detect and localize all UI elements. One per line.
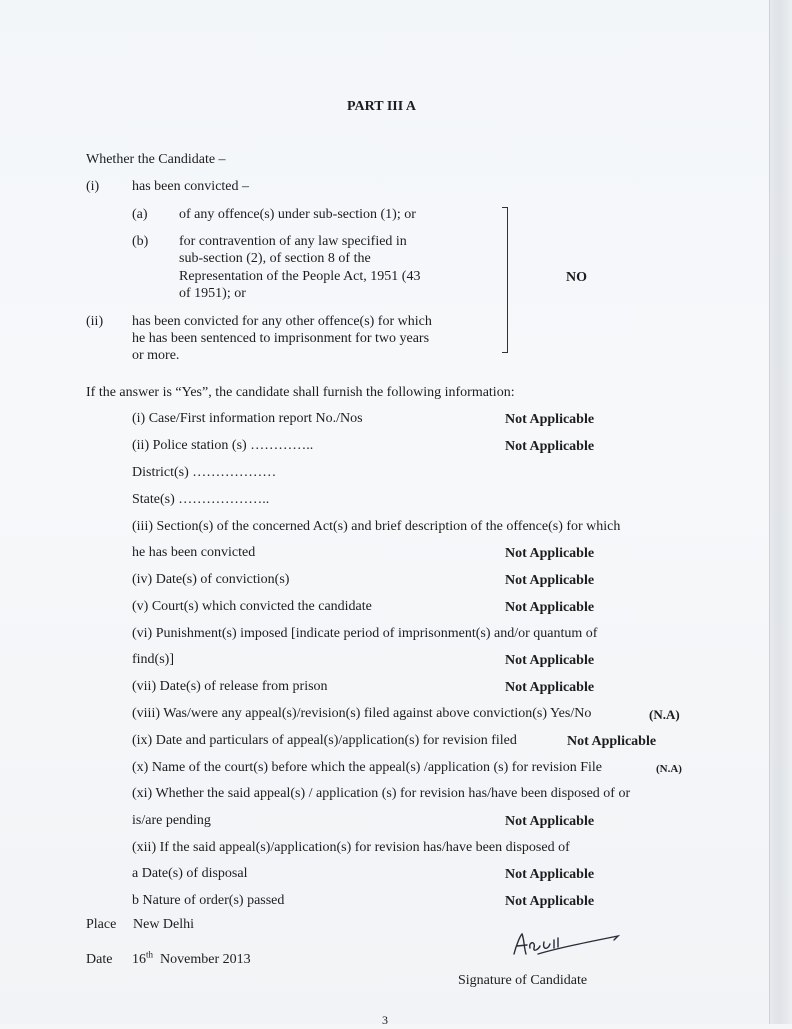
value-police-station: Not Applicable bbox=[505, 439, 595, 454]
field-state: State(s) ……………….. bbox=[132, 492, 270, 507]
value-sections: Not Applicable bbox=[505, 546, 595, 561]
field-disposed: (xii) If the said appeal(s)/application(s) for revision has/have been disposed of bbox=[132, 840, 570, 855]
field-order-nature: b Nature of order(s) passed bbox=[132, 893, 285, 908]
item-ii-line: has been convicted for any other offence(s) for which bbox=[132, 314, 432, 329]
item-i-number: (i) bbox=[86, 179, 100, 194]
value-disposal-date: Not Applicable bbox=[505, 867, 595, 882]
item-b-line: of 1951); or bbox=[179, 286, 246, 301]
item-a-number: (a) bbox=[132, 207, 148, 222]
page-edge bbox=[769, 0, 792, 1024]
date-suffix: th bbox=[146, 949, 154, 960]
date-month-year: November 2013 bbox=[160, 952, 251, 967]
answer-bracket bbox=[500, 207, 508, 353]
item-a-text: of any offence(s) under sub-section (1); or bbox=[179, 207, 416, 222]
item-b-number: (b) bbox=[132, 234, 149, 249]
field-punishment-line2: find(s)] bbox=[132, 652, 174, 667]
intro-text: Whether the Candidate – bbox=[86, 152, 226, 167]
field-appeal-status-line2: is/are pending bbox=[132, 813, 211, 828]
page-number: 3 bbox=[382, 1013, 388, 1027]
item-ii-line: or more. bbox=[132, 348, 180, 363]
date-day: 16 bbox=[132, 952, 146, 967]
place-label: Place bbox=[86, 917, 117, 932]
item-b-line: sub-section (2), of section 8 of the bbox=[179, 251, 371, 266]
field-appeal-status-line1: (xi) Whether the said appeal(s) / application (s) for revision has/have been disposed of or bbox=[132, 786, 631, 801]
value-release-date: Not Applicable bbox=[505, 680, 595, 695]
field-court: (v) Court(s) which convicted the candidate bbox=[132, 599, 372, 614]
place-value: New Delhi bbox=[133, 917, 195, 932]
value-order-nature: Not Applicable bbox=[505, 894, 595, 909]
value-punishment: Not Applicable bbox=[505, 653, 595, 668]
item-i-text: has been convicted – bbox=[132, 179, 250, 194]
field-sections-line1: (iii) Section(s) of the concerned Act(s) and brief description of the offence(s) for which bbox=[132, 519, 621, 534]
value-case-fir: Not Applicable bbox=[505, 412, 595, 427]
field-punishment-line1: (vi) Punishment(s) imposed [indicate period of imprisonment(s) and/or quantum of bbox=[132, 626, 598, 641]
field-release-date: (vii) Date(s) of release from prison bbox=[132, 679, 328, 694]
value-appeal-court: (N.A) bbox=[656, 763, 682, 775]
field-disposal-date: a Date(s) of disposal bbox=[132, 866, 248, 881]
field-case-fir: (i) Case/First information report No./Nos bbox=[132, 411, 363, 426]
value-appeal-status: Not Applicable bbox=[505, 814, 595, 829]
field-appeal-court: (x) Name of the court(s) before which the appeal(s) /application (s) for revision File bbox=[132, 760, 602, 775]
value-appeal-filed: (N.A) bbox=[649, 707, 680, 722]
signature-label: Signature of Candidate bbox=[458, 973, 588, 988]
answer-no: NO bbox=[566, 270, 587, 285]
item-ii-line: he has been sentenced to imprisonment for two years bbox=[132, 331, 430, 346]
yes-instruction: If the answer is “Yes”, the candidate shall furnish the following information: bbox=[86, 385, 515, 400]
field-appeal-particulars: (ix) Date and particulars of appeal(s)/application(s) for revision filed bbox=[132, 733, 517, 748]
page-title: PART III A bbox=[347, 99, 417, 114]
signature-scribble bbox=[508, 928, 624, 964]
field-sections-line2: he has been convicted bbox=[132, 545, 256, 560]
date-value bbox=[132, 951, 251, 968]
item-b-line: Representation of the People Act, 1951 (43 bbox=[179, 269, 421, 284]
value-appeal-particulars: Not Applicable bbox=[567, 734, 657, 749]
item-ii-number: (ii) bbox=[86, 314, 104, 329]
field-conviction-date: (iv) Date(s) of conviction(s) bbox=[132, 572, 290, 587]
item-b-line: for contravention of any law specified in bbox=[179, 234, 407, 249]
date-label: Date bbox=[86, 952, 113, 967]
field-district: District(s) ……………… bbox=[132, 465, 277, 480]
value-court: Not Applicable bbox=[505, 600, 595, 615]
value-conviction-date: Not Applicable bbox=[505, 573, 595, 588]
field-appeal-filed: (viii) Was/were any appeal(s)/revision(s) filed against above conviction(s) Yes/No bbox=[132, 706, 592, 721]
field-police-station: (ii) Police station (s) ………….. bbox=[132, 438, 314, 453]
